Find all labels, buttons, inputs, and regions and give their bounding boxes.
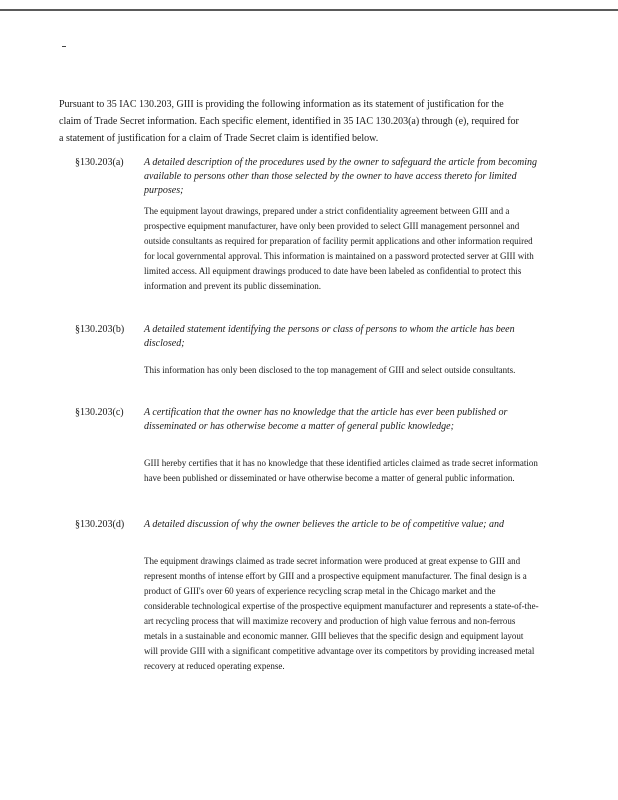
section-citation: §130.203(b): [75, 324, 125, 335]
scan-top-edge-line: [0, 9, 618, 11]
section-requirement: A detailed discussion of why the owner believes the article to be of competitive value; and: [144, 519, 505, 530]
section-requirement: A detailed statement identifying the persons or class of persons to whom the article has been disclosed;: [144, 324, 515, 349]
section-citation: §130.203(c): [75, 407, 124, 418]
section-response: The equipment layout drawings, prepared under a strict confidentiality agreement between GIII and a prospective equipment manufacturer, have only been provided to select GIII management personnel and outside consultants as required for preparation of facility permit applications and other information required for local governmental approval. This information is maintained on a password protected server at GIII with limited access. All equipment drawings produced to date have been labeled as confidential to protect this information and prevent its public dissemination.: [144, 206, 534, 291]
section-requirement: A certification that the owner has no knowledge that the article has ever been published or disseminated or has otherwise become a matter of general public knowledge;: [144, 407, 508, 432]
section-response: This information has only been disclosed to the top management of GIII and select outside consultants.: [144, 365, 516, 375]
section-citation: §130.203(d): [75, 519, 125, 530]
section-citation: §130.203(a): [75, 157, 124, 168]
section-requirement: A detailed description of the procedures used by the owner to safeguard the article from becoming available to persons other than those selected by the owner to have access thereto for limited purposes;: [144, 157, 537, 196]
section-response: GIII hereby certifies that it has no knowledge that these identified articles claimed as trade secret information have been published or disseminated or have otherwise become a matter of general public information.: [144, 458, 538, 483]
intro-paragraph: Pursuant to 35 IAC 130.203, GIII is providing the following information as its statement of justification for the claim of Trade Secret information. Each specific element, identified in 35 IAC 130.203(a) through (e), required for a statement of justification for a claim of Trade Secret claim is identified below.: [59, 99, 519, 144]
scan-speck: [62, 46, 66, 47]
section-response: The equipment drawings claimed as trade secret information were produced at great expense to GIII and represent months of intense effort by GIII and a prospective equipment manufacturer. The final design is a product of GIII's over 60 years of experience recycling scrap metal in the Chicago market and the considerable technological expertise of the prospective equipment manufacturer and represents a state-of-the-art recycling process that will maximize recovery and production of high value ferrous and non-ferrous metals in a sustainable and economic manner. GIII believes that the specific design and equipment layout will provide GIII with a significant competitive advantage over its competitors by providing increased metal recovery at reduced operating expense.: [144, 556, 539, 671]
